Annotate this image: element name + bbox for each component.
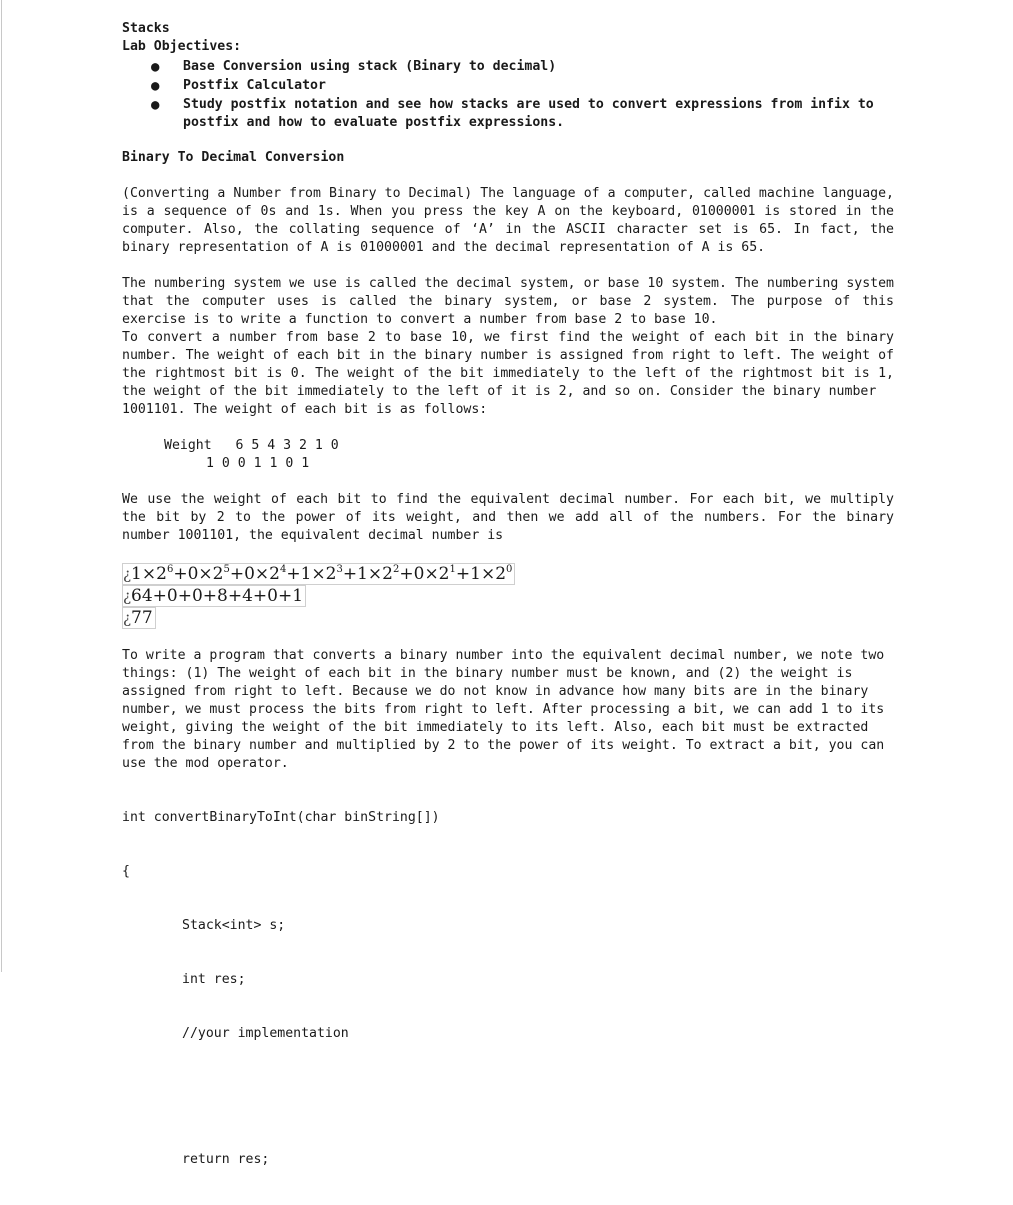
objective-item: ● Base Conversion using stack (Binary to decimal) [151, 59, 557, 75]
equation-term: $0\times 2^1$ [413, 564, 456, 584]
equation-line-3: ¿77 [122, 607, 156, 629]
equation-term: $1\times 2^2$ [357, 564, 400, 584]
equation-line-2: ¿64+0+0+8+4+0+1 [122, 585, 306, 607]
marker-glyph: ¿ [123, 609, 132, 627]
code-signature: int convertBinaryToInt(char binString[]) [122, 810, 440, 825]
equation-term: $1\times 2^0$ [470, 564, 513, 584]
term-exponent: 1 [449, 564, 456, 575]
math-equation [122, 563, 894, 629]
objective-item: ● Postfix Calculator [151, 78, 326, 94]
plus-operator: + [399, 564, 414, 584]
plus-operator: + [342, 564, 358, 584]
equation-line-1 [122, 563, 515, 585]
term-exponent: 5 [223, 564, 230, 575]
weights-row: 6 5 4 3 2 1 0 [235, 438, 339, 453]
plus-operator: + [286, 564, 301, 584]
equation-term: $0\times 2^4$ [244, 564, 287, 584]
bullet-icon: ● [151, 97, 160, 113]
section-heading: Binary To Decimal Conversion [122, 150, 345, 165]
bullet-icon: ● [151, 59, 160, 75]
equation-term: $0\times 2^5$ [187, 564, 230, 584]
weights-label: Weight [164, 438, 212, 453]
document-page [122, 20, 894, 1205]
code-stack-line: Stack<int> s; [182, 918, 286, 933]
term-exponent: 6 [166, 564, 174, 575]
plus-operator: + [455, 564, 471, 584]
term-exponent: 0 [506, 564, 513, 575]
bits-row: 1 0 0 1 1 0 1 [206, 456, 310, 471]
term-exponent: 3 [336, 564, 343, 575]
intro-paragraph: (Converting a Number from Binary to Decimal) The language of a computer, called machine language, is a sequence of 0s and 1s. When you press the key A on the keyboard, 01000001 is stored in the computer. Also, the collating sequence of ‘A’ in the ASCII character set is 65. In fact, the binary representation of A is 01000001 and the decimal representation of A is 65. [122, 186, 894, 255]
plus-operator: + [173, 564, 188, 584]
marker-glyph: ¿ [123, 587, 132, 605]
code-block [122, 773, 894, 1205]
code-return-line: return res; [182, 1152, 270, 1167]
weights-table [164, 437, 894, 473]
term-exponent: 2 [393, 564, 400, 575]
equation-term: $1\times 2^3$ [300, 564, 343, 584]
objectives-label: Lab Objectives: [122, 39, 242, 54]
program-paragraph-a: To write a program that converts a binary number into the equivalent decimal number, we note two things: (1) The weight of each bit in the binary number must be known, and (2) the weight is assigned from right to left. Because we do not know in advance how many bits are in the binary [122, 648, 885, 699]
code-comment-line: //your implementation [182, 1026, 349, 1041]
document-title: Stacks [122, 21, 170, 36]
consider-line: 1001101. The weight of each bit is as follows: [122, 402, 488, 417]
objective-item: ● Study postfix notation and see how stacks are used to convert expressions from infix to postfix and how to evaluate postfix expressions. [151, 97, 874, 130]
objectives-list [122, 58, 894, 132]
equation-term: $1\times 2^6$ [131, 564, 174, 584]
code-open-brace: { [122, 864, 130, 879]
program-paragraph-b: number, we must process the bits from right to left. After processing a bit, we can add 1 to its weight, giving the weight of the bit immediately to its left. Also, each bit must be extracted from the binary number and multiplied by 2 to the power of its weight. To extract a bit, you can use the mod operator. [122, 702, 885, 771]
code-res-line: int res; [182, 972, 246, 987]
convert-paragraph: To convert a number from base 2 to base 10, we first find the weight of each bit in the binary number. The weight of each bit in the binary number is assigned from right to left. The weight of the rightmost bit is 0. The weight of the bit immediately to the left of the rightmost bit is 1, the weight of the bit immediately to the left of it is 2, and so on. Consider the binary number [122, 330, 894, 399]
marker-glyph: ¿ [123, 565, 132, 583]
bullet-icon: ● [151, 78, 160, 94]
numbering-paragraph: The numbering system we use is called the decimal system, or base 10 system. The numbering system that the computer uses is called the binary system, or base 2 system. The purpose of this exercise is to write a function to convert a number from base 2 to base 10. [122, 276, 894, 327]
page-left-border [1, 0, 2, 972]
plus-operator: + [229, 564, 245, 584]
term-exponent: 4 [279, 564, 287, 575]
weights-use-paragraph: We use the weight of each bit to find the equivalent decimal number. For each bit, we multiply the bit by 2 to the power of its weight, and then we add all of the numbers. For the binary number 1001101, the equivalent decimal number is [122, 492, 894, 543]
